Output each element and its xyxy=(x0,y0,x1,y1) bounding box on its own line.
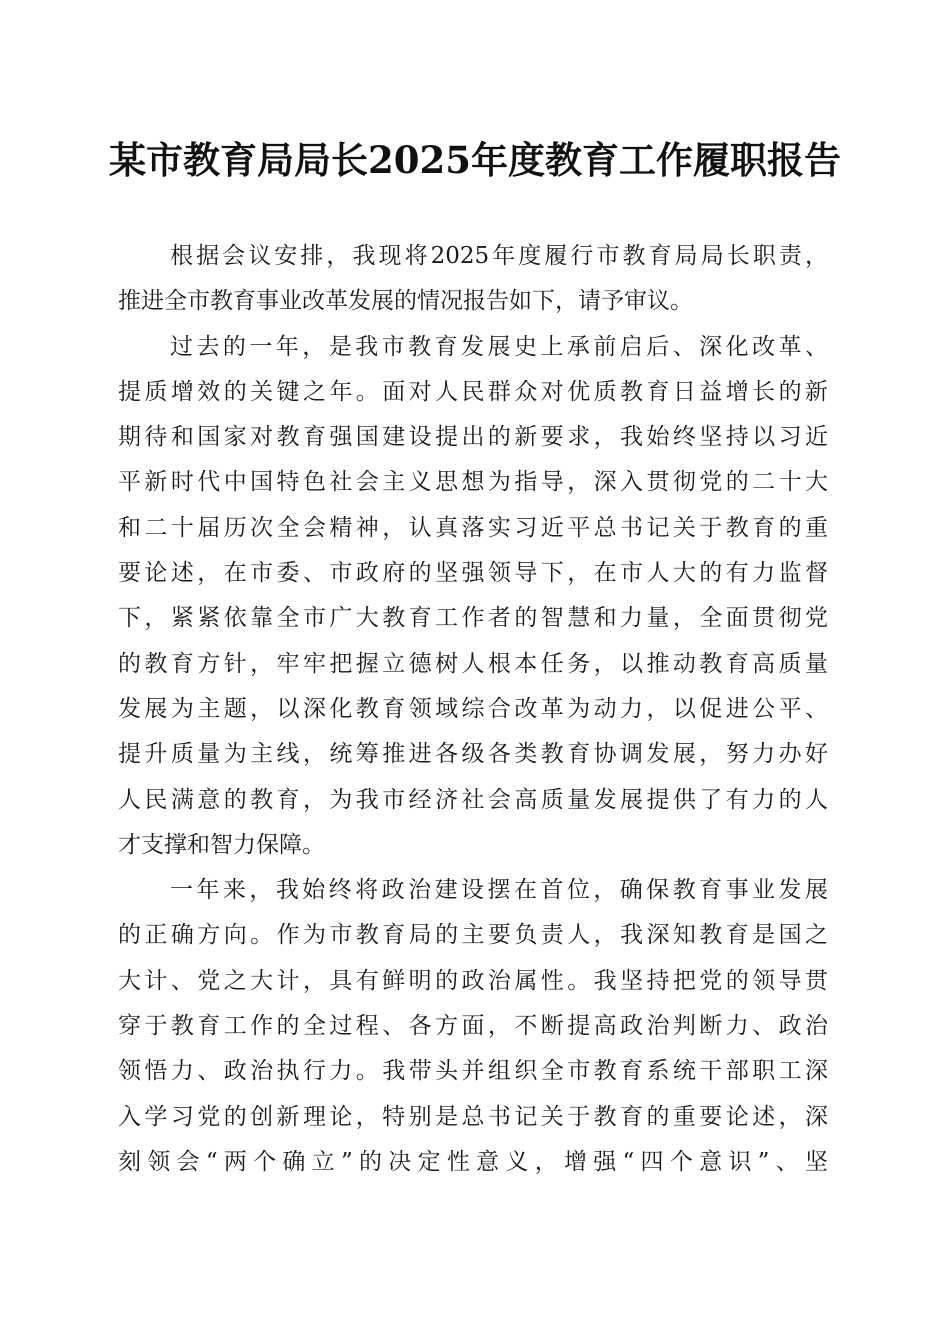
paragraph-line: 的正确方向。作为市教育局的主要负责人，我深知教育是国之 xyxy=(118,922,828,949)
paragraph-line: 平新时代中国特色社会主义思想为指导，深入贯彻党的二十大 xyxy=(118,469,828,496)
paragraph-line: 领悟力、政治执行力。我带头并组织全市教育系统干部职工深 xyxy=(118,1058,828,1085)
paragraph-1 xyxy=(118,234,828,325)
paragraph-line: 才支撑和智力保障。 xyxy=(118,831,325,858)
paragraph-line: 过去的一年，是我市教育发展史上承前启后、深化改革、 xyxy=(170,333,828,360)
paragraph-line: 的教育方针，牢牢把握立德树人根本任务，以推动教育高质量 xyxy=(118,650,828,677)
paragraph-line: 要论述，在市委、市政府的坚强领导下，在市人大的有力监督 xyxy=(118,560,828,587)
paragraph-line: 发展为主题，以深化教育领域综合改革为动力，以促进公平、 xyxy=(118,695,828,722)
paragraph-line: 推进全市教育事业改革发展的情况报告如下，请予审议。 xyxy=(118,288,693,315)
paragraph-line: 根据会议安排，我现将2025年度履行市教育局局长职责， xyxy=(170,243,828,269)
paragraph-line: 大计、党之大计，具有鲜明的政治属性。我坚持把党的领导贯 xyxy=(118,967,828,994)
paragraph-line: 提升质量为主线，统筹推进各级各类教育协调发展，努力办好 xyxy=(118,741,828,768)
paragraph-line: 人民满意的教育，为我市经济社会高质量发展提供了有力的人 xyxy=(118,786,828,813)
paragraph-line: 提质增效的关键之年。面对人民群众对优质教育日益增长的新 xyxy=(118,378,828,405)
paragraph-line: 穿于教育工作的全过程、各方面，不断提高政治判断力、政治 xyxy=(118,1013,828,1040)
paragraph-line: 刻领会“两个确立”的决定性意义，增强“四个意识”、坚 xyxy=(118,1148,828,1175)
document-body xyxy=(118,234,828,1185)
paragraph-3 xyxy=(118,868,828,1185)
paragraph-line: 期待和国家对教育强国建设提出的新要求，我始终坚持以习近 xyxy=(118,424,828,451)
paragraph-line: 入学习党的创新理论，特别是总书记关于教育的重要论述，深 xyxy=(118,1103,828,1130)
paragraph-2 xyxy=(118,325,828,869)
document-title: 某市教育局局长2025年度教育工作履职报告 xyxy=(109,138,841,182)
paragraph-line: 一年来，我始终将政治建设摆在首位，确保教育事业发展 xyxy=(170,877,828,904)
paragraph-line: 和二十届历次全会精神，认真落实习近平总书记关于教育的重 xyxy=(118,514,828,541)
paragraph-line: 下，紧紧依靠全市广大教育工作者的智慧和力量，全面贯彻党 xyxy=(118,605,828,632)
